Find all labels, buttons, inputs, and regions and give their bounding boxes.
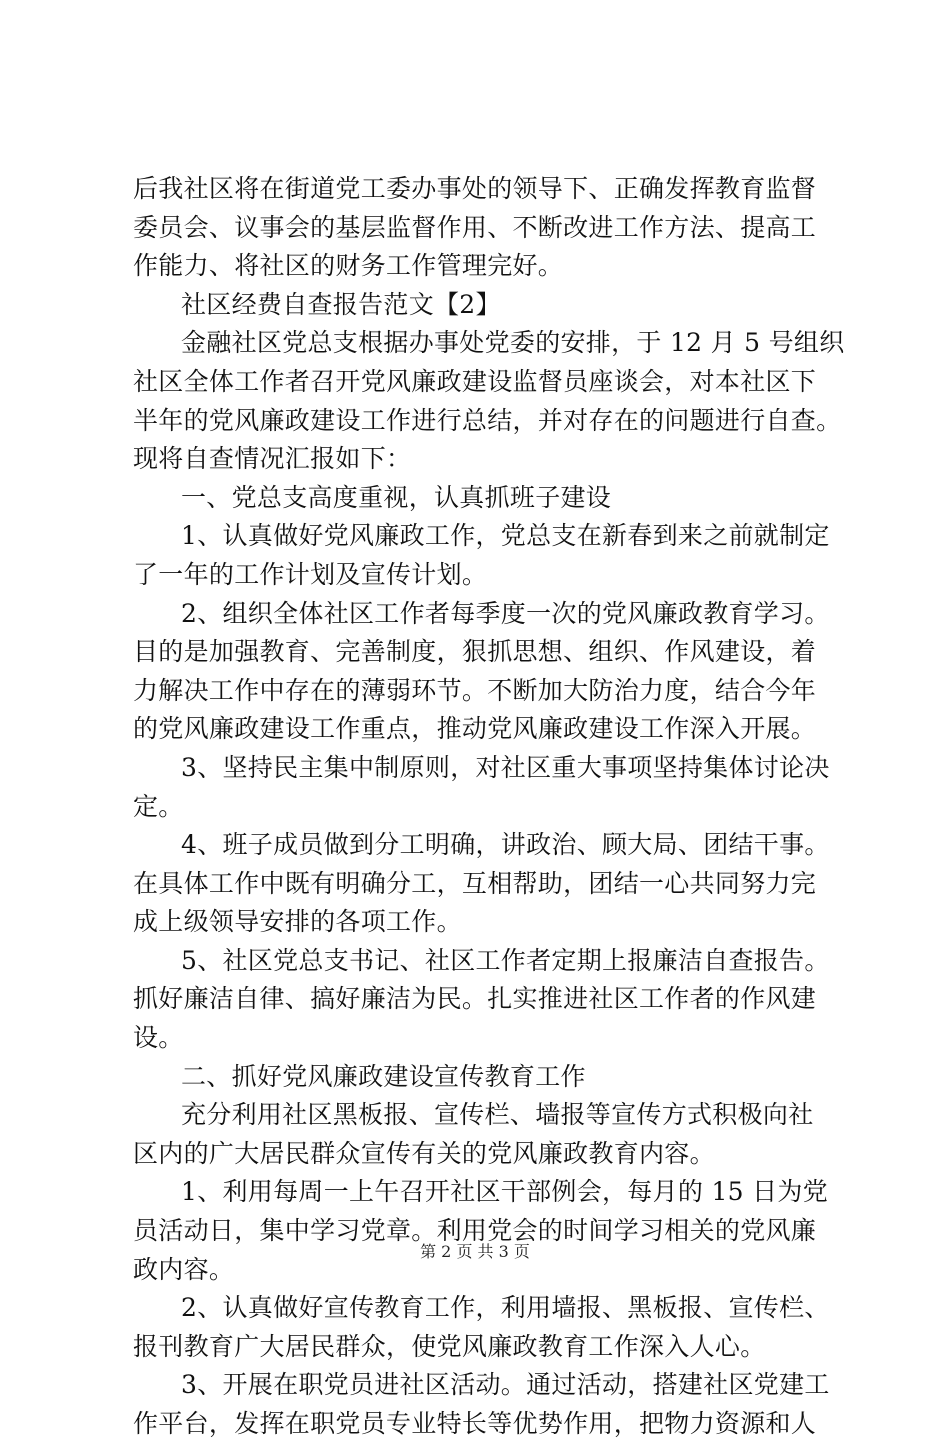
text-line: 3、开展在职党员进社区活动。通过活动，搭建社区党建工 xyxy=(181,1370,830,1400)
text-line: 了一年的工作计划及宣传计划。 xyxy=(133,559,488,589)
text-line: 目的是加强教育、完善制度，狠抓思想、组织、作风建设，着 xyxy=(133,637,817,667)
text-line: 2、认真做好宣传教育工作，利用墙报、黑板报、宣传栏、 xyxy=(181,1293,830,1323)
text-line: 在具体工作中既有明确分工，互相帮助，团结一心共同努力完 xyxy=(133,868,817,898)
text-line: 委员会、议事会的基层监督作用、不断改进工作方法、提高工 xyxy=(133,212,817,242)
text-line: 充分利用社区黑板报、宣传栏、墙报等宣传方式积极向社 xyxy=(181,1100,814,1130)
text-line: 作能力、将社区的财务工作管理完好。 xyxy=(133,251,564,281)
text-line: 员活动日，集中学习党章。利用党会的时间学习相关的党风廉 xyxy=(133,1216,817,1246)
text-line: 力解决工作中存在的薄弱环节。不断加大防治力度，结合今年 xyxy=(133,675,817,705)
text-line: 1、认真做好党风廉政工作，党总支在新春到来之前就制定 xyxy=(181,521,830,551)
text-line: 一、党总支高度重视，认真抓班子建设 xyxy=(181,482,612,512)
page-number-footer: 第 2 页 共 3 页 xyxy=(420,1242,530,1261)
text-line: 金融社区党总支根据办事处党委的安排，于 12 月 5 号组织 xyxy=(181,328,845,358)
text-line: 定。 xyxy=(133,791,184,821)
text-line: 作平台，发挥在职党员专业特长等优势作用，把物力资源和人 xyxy=(133,1409,817,1438)
text-line: 二、抓好党风廉政建设宣传教育工作 xyxy=(181,1061,586,1091)
text-line: 1、利用每周一上午召开社区干部例会，每月的 15 日为党 xyxy=(181,1177,829,1207)
text-line: 的党风廉政建设工作重点，推动党风廉政建设工作深入开展。 xyxy=(133,714,817,744)
text-line: 2、组织全体社区工作者每季度一次的党风廉政教育学习。 xyxy=(181,598,830,628)
text-line: 社区全体工作者召开党风廉政建设监督员座谈会，对本社区下 xyxy=(133,366,817,396)
text-line: 区内的广大居民群众宣传有关的党风廉政教育内容。 xyxy=(133,1138,715,1168)
text-line: 现将自查情况汇报如下： xyxy=(133,444,412,474)
text-line: 抓好廉洁自律、搞好廉洁为民。扎实推进社区工作者的作风建 xyxy=(133,984,817,1014)
text-line: 政内容。 xyxy=(133,1254,235,1284)
text-line: 报刊教育广大居民群众，使党风廉政教育工作深入人心。 xyxy=(133,1331,766,1361)
text-line: 社区经费自查报告范文【2】 xyxy=(181,289,501,319)
text-line: 成上级领导安排的各项工作。 xyxy=(133,907,462,937)
text-line: 4、班子成员做到分工明确，讲政治、顾大局、团结干事。 xyxy=(181,830,830,860)
text-line: 5、社区党总支书记、社区工作者定期上报廉洁自查报告。 xyxy=(181,945,830,975)
text-line: 半年的党风廉政建设工作进行总结，并对存在的问题进行自查。 xyxy=(133,405,842,435)
text-line: 3、坚持民主集中制原则，对社区重大事项坚持集体讨论决 xyxy=(181,752,830,782)
text-line: 设。 xyxy=(133,1023,184,1053)
text-line: 后我社区将在街道党工委办事处的领导下、正确发挥教育监督 xyxy=(133,174,817,203)
